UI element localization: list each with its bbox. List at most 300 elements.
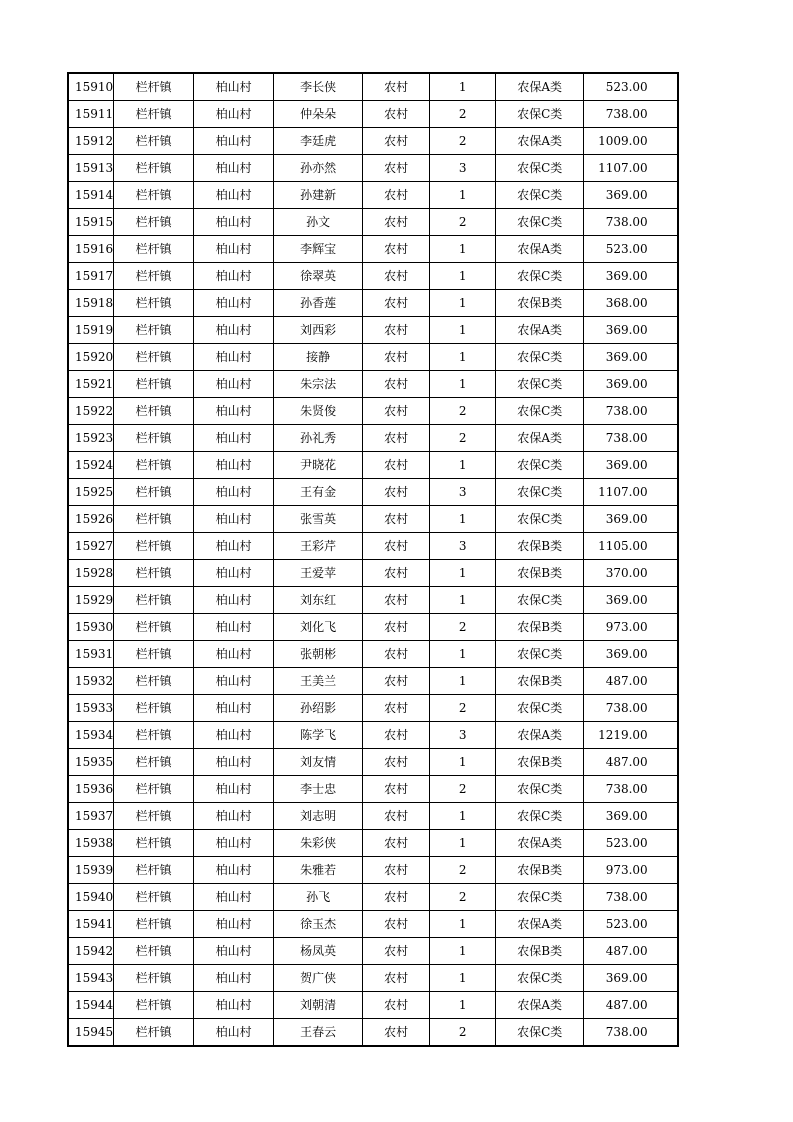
- record-id-cell: 15914: [68, 182, 114, 209]
- table-row: [68, 290, 678, 317]
- town-cell: 栏杆镇: [114, 398, 194, 425]
- village-cell: 柏山村: [194, 101, 274, 128]
- person-name-cell: 孙文: [274, 209, 363, 236]
- category-cell: 农保C类: [496, 101, 584, 128]
- town-cell: 栏杆镇: [114, 938, 194, 965]
- person-name-cell: 徐翠英: [274, 263, 363, 290]
- person-name-cell: 刘化飞: [274, 614, 363, 641]
- amount-cell: 973.00: [584, 614, 678, 641]
- residence-type-cell: 农村: [363, 479, 430, 506]
- household-count-cell: 3: [430, 722, 496, 749]
- village-cell: 柏山村: [194, 398, 274, 425]
- person-name-cell: 李廷虎: [274, 128, 363, 155]
- table-row: [68, 398, 678, 425]
- category-cell: 农保C类: [496, 803, 584, 830]
- household-count-cell: 2: [430, 398, 496, 425]
- household-count-cell: 1: [430, 290, 496, 317]
- person-name-cell: 陈学飞: [274, 722, 363, 749]
- table-row: [68, 506, 678, 533]
- town-cell: 栏杆镇: [114, 209, 194, 236]
- residence-type-cell: 农村: [363, 155, 430, 182]
- household-count-cell: 1: [430, 830, 496, 857]
- person-name-cell: 张朝彬: [274, 641, 363, 668]
- household-count-cell: 1: [430, 965, 496, 992]
- amount-cell: 369.00: [584, 317, 678, 344]
- amount-cell: 523.00: [584, 73, 678, 101]
- person-name-cell: 刘志明: [274, 803, 363, 830]
- amount-cell: 738.00: [584, 101, 678, 128]
- record-id-cell: 15924: [68, 452, 114, 479]
- person-name-cell: 王美兰: [274, 668, 363, 695]
- category-cell: 农保C类: [496, 182, 584, 209]
- person-name-cell: 王有金: [274, 479, 363, 506]
- village-cell: 柏山村: [194, 830, 274, 857]
- table-row: [68, 803, 678, 830]
- town-cell: 栏杆镇: [114, 695, 194, 722]
- person-name-cell: 孙礼秀: [274, 425, 363, 452]
- village-cell: 柏山村: [194, 128, 274, 155]
- amount-cell: 1107.00: [584, 479, 678, 506]
- residence-type-cell: 农村: [363, 533, 430, 560]
- residence-type-cell: 农村: [363, 101, 430, 128]
- village-cell: 柏山村: [194, 425, 274, 452]
- record-id-cell: 15935: [68, 749, 114, 776]
- record-id-cell: 15911: [68, 101, 114, 128]
- amount-cell: 1107.00: [584, 155, 678, 182]
- town-cell: 栏杆镇: [114, 236, 194, 263]
- roster-table: [67, 72, 679, 1047]
- household-count-cell: 2: [430, 695, 496, 722]
- town-cell: 栏杆镇: [114, 533, 194, 560]
- village-cell: 柏山村: [194, 668, 274, 695]
- town-cell: 栏杆镇: [114, 749, 194, 776]
- residence-type-cell: 农村: [363, 290, 430, 317]
- person-name-cell: 徐玉杰: [274, 911, 363, 938]
- category-cell: 农保B类: [496, 668, 584, 695]
- record-id-cell: 15937: [68, 803, 114, 830]
- residence-type-cell: 农村: [363, 236, 430, 263]
- household-count-cell: 2: [430, 776, 496, 803]
- category-cell: 农保A类: [496, 425, 584, 452]
- amount-cell: 369.00: [584, 965, 678, 992]
- person-name-cell: 刘友情: [274, 749, 363, 776]
- record-id-cell: 15944: [68, 992, 114, 1019]
- record-id-cell: 15915: [68, 209, 114, 236]
- village-cell: 柏山村: [194, 749, 274, 776]
- village-cell: 柏山村: [194, 209, 274, 236]
- amount-cell: 738.00: [584, 209, 678, 236]
- household-count-cell: 1: [430, 560, 496, 587]
- category-cell: 农保B类: [496, 560, 584, 587]
- household-count-cell: 2: [430, 857, 496, 884]
- table-row: [68, 317, 678, 344]
- residence-type-cell: 农村: [363, 209, 430, 236]
- table-row: [68, 425, 678, 452]
- town-cell: 栏杆镇: [114, 73, 194, 101]
- record-id-cell: 15928: [68, 560, 114, 587]
- category-cell: 农保A类: [496, 830, 584, 857]
- table-row: [68, 101, 678, 128]
- amount-cell: 369.00: [584, 452, 678, 479]
- table-row: [68, 236, 678, 263]
- household-count-cell: 1: [430, 749, 496, 776]
- household-count-cell: 1: [430, 992, 496, 1019]
- person-name-cell: 孙飞: [274, 884, 363, 911]
- table-row: [68, 263, 678, 290]
- household-count-cell: 1: [430, 668, 496, 695]
- town-cell: 栏杆镇: [114, 263, 194, 290]
- residence-type-cell: 农村: [363, 398, 430, 425]
- amount-cell: 738.00: [584, 695, 678, 722]
- household-count-cell: 1: [430, 803, 496, 830]
- table-row: [68, 965, 678, 992]
- amount-cell: 738.00: [584, 1019, 678, 1047]
- amount-cell: 738.00: [584, 398, 678, 425]
- table-row: [68, 1019, 678, 1047]
- residence-type-cell: 农村: [363, 749, 430, 776]
- record-id-cell: 15940: [68, 884, 114, 911]
- household-count-cell: 2: [430, 614, 496, 641]
- town-cell: 栏杆镇: [114, 128, 194, 155]
- town-cell: 栏杆镇: [114, 1019, 194, 1047]
- category-cell: 农保B类: [496, 938, 584, 965]
- village-cell: 柏山村: [194, 479, 274, 506]
- village-cell: 柏山村: [194, 182, 274, 209]
- residence-type-cell: 农村: [363, 857, 430, 884]
- town-cell: 栏杆镇: [114, 668, 194, 695]
- record-id-cell: 15927: [68, 533, 114, 560]
- residence-type-cell: 农村: [363, 641, 430, 668]
- table-row: [68, 830, 678, 857]
- person-name-cell: 刘西彩: [274, 317, 363, 344]
- person-name-cell: 孙建新: [274, 182, 363, 209]
- category-cell: 农保A类: [496, 992, 584, 1019]
- town-cell: 栏杆镇: [114, 560, 194, 587]
- town-cell: 栏杆镇: [114, 317, 194, 344]
- person-name-cell: 接静: [274, 344, 363, 371]
- village-cell: 柏山村: [194, 371, 274, 398]
- record-id-cell: 15918: [68, 290, 114, 317]
- person-name-cell: 刘朝清: [274, 992, 363, 1019]
- record-id-cell: 15936: [68, 776, 114, 803]
- household-count-cell: 2: [430, 209, 496, 236]
- category-cell: 农保C类: [496, 695, 584, 722]
- residence-type-cell: 农村: [363, 452, 430, 479]
- amount-cell: 370.00: [584, 560, 678, 587]
- table-row: [68, 73, 678, 101]
- amount-cell: 368.00: [584, 290, 678, 317]
- household-count-cell: 1: [430, 263, 496, 290]
- residence-type-cell: 农村: [363, 506, 430, 533]
- town-cell: 栏杆镇: [114, 155, 194, 182]
- household-count-cell: 3: [430, 155, 496, 182]
- record-id-cell: 15913: [68, 155, 114, 182]
- village-cell: 柏山村: [194, 155, 274, 182]
- category-cell: 农保A类: [496, 317, 584, 344]
- household-count-cell: 1: [430, 371, 496, 398]
- town-cell: 栏杆镇: [114, 290, 194, 317]
- village-cell: 柏山村: [194, 884, 274, 911]
- town-cell: 栏杆镇: [114, 776, 194, 803]
- amount-cell: 369.00: [584, 641, 678, 668]
- village-cell: 柏山村: [194, 73, 274, 101]
- village-cell: 柏山村: [194, 614, 274, 641]
- record-id-cell: 15943: [68, 965, 114, 992]
- village-cell: 柏山村: [194, 911, 274, 938]
- roster-body: [68, 73, 678, 1046]
- category-cell: 农保A类: [496, 236, 584, 263]
- record-id-cell: 15917: [68, 263, 114, 290]
- category-cell: 农保C类: [496, 452, 584, 479]
- category-cell: 农保C类: [496, 587, 584, 614]
- residence-type-cell: 农村: [363, 128, 430, 155]
- village-cell: 柏山村: [194, 317, 274, 344]
- record-id-cell: 15926: [68, 506, 114, 533]
- household-count-cell: 3: [430, 533, 496, 560]
- category-cell: 农保C类: [496, 506, 584, 533]
- village-cell: 柏山村: [194, 965, 274, 992]
- record-id-cell: 15930: [68, 614, 114, 641]
- household-count-cell: 1: [430, 236, 496, 263]
- record-id-cell: 15922: [68, 398, 114, 425]
- household-count-cell: 2: [430, 101, 496, 128]
- record-id-cell: 15939: [68, 857, 114, 884]
- record-id-cell: 15934: [68, 722, 114, 749]
- town-cell: 栏杆镇: [114, 587, 194, 614]
- category-cell: 农保C类: [496, 641, 584, 668]
- town-cell: 栏杆镇: [114, 722, 194, 749]
- village-cell: 柏山村: [194, 857, 274, 884]
- residence-type-cell: 农村: [363, 73, 430, 101]
- household-count-cell: 1: [430, 911, 496, 938]
- residence-type-cell: 农村: [363, 371, 430, 398]
- category-cell: 农保A类: [496, 128, 584, 155]
- village-cell: 柏山村: [194, 992, 274, 1019]
- household-count-cell: 2: [430, 425, 496, 452]
- table-row: [68, 884, 678, 911]
- table-row: [68, 182, 678, 209]
- town-cell: 栏杆镇: [114, 371, 194, 398]
- residence-type-cell: 农村: [363, 776, 430, 803]
- residence-type-cell: 农村: [363, 722, 430, 749]
- residence-type-cell: 农村: [363, 695, 430, 722]
- record-id-cell: 15929: [68, 587, 114, 614]
- table-row: [68, 128, 678, 155]
- person-name-cell: 孙亦然: [274, 155, 363, 182]
- table-row: [68, 533, 678, 560]
- category-cell: 农保B类: [496, 749, 584, 776]
- record-id-cell: 15941: [68, 911, 114, 938]
- record-id-cell: 15910: [68, 73, 114, 101]
- record-id-cell: 15921: [68, 371, 114, 398]
- table-row: [68, 479, 678, 506]
- village-cell: 柏山村: [194, 506, 274, 533]
- village-cell: 柏山村: [194, 938, 274, 965]
- person-name-cell: 张雪英: [274, 506, 363, 533]
- town-cell: 栏杆镇: [114, 803, 194, 830]
- residence-type-cell: 农村: [363, 884, 430, 911]
- village-cell: 柏山村: [194, 641, 274, 668]
- category-cell: 农保B类: [496, 857, 584, 884]
- category-cell: 农保C类: [496, 884, 584, 911]
- category-cell: 农保C类: [496, 479, 584, 506]
- table-row: [68, 776, 678, 803]
- amount-cell: 369.00: [584, 371, 678, 398]
- amount-cell: 487.00: [584, 668, 678, 695]
- amount-cell: 369.00: [584, 182, 678, 209]
- table-row: [68, 587, 678, 614]
- town-cell: 栏杆镇: [114, 641, 194, 668]
- town-cell: 栏杆镇: [114, 614, 194, 641]
- category-cell: 农保C类: [496, 1019, 584, 1047]
- amount-cell: 738.00: [584, 776, 678, 803]
- person-name-cell: 朱贤俊: [274, 398, 363, 425]
- amount-cell: 369.00: [584, 803, 678, 830]
- amount-cell: 369.00: [584, 587, 678, 614]
- category-cell: 农保B类: [496, 614, 584, 641]
- town-cell: 栏杆镇: [114, 452, 194, 479]
- village-cell: 柏山村: [194, 1019, 274, 1047]
- town-cell: 栏杆镇: [114, 182, 194, 209]
- town-cell: 栏杆镇: [114, 965, 194, 992]
- person-name-cell: 尹晓花: [274, 452, 363, 479]
- household-count-cell: 1: [430, 641, 496, 668]
- residence-type-cell: 农村: [363, 965, 430, 992]
- table-row: [68, 749, 678, 776]
- record-id-cell: 15916: [68, 236, 114, 263]
- residence-type-cell: 农村: [363, 668, 430, 695]
- village-cell: 柏山村: [194, 290, 274, 317]
- residence-type-cell: 农村: [363, 992, 430, 1019]
- record-id-cell: 15938: [68, 830, 114, 857]
- amount-cell: 738.00: [584, 884, 678, 911]
- town-cell: 栏杆镇: [114, 830, 194, 857]
- table-row: [68, 209, 678, 236]
- person-name-cell: 李长侠: [274, 73, 363, 101]
- household-count-cell: 1: [430, 938, 496, 965]
- residence-type-cell: 农村: [363, 560, 430, 587]
- household-count-cell: 2: [430, 128, 496, 155]
- person-name-cell: 贺广侠: [274, 965, 363, 992]
- record-id-cell: 15920: [68, 344, 114, 371]
- amount-cell: 369.00: [584, 506, 678, 533]
- amount-cell: 487.00: [584, 938, 678, 965]
- amount-cell: 1105.00: [584, 533, 678, 560]
- category-cell: 农保C类: [496, 776, 584, 803]
- amount-cell: 369.00: [584, 344, 678, 371]
- record-id-cell: 15923: [68, 425, 114, 452]
- amount-cell: 1009.00: [584, 128, 678, 155]
- table-row: [68, 371, 678, 398]
- amount-cell: 523.00: [584, 911, 678, 938]
- person-name-cell: 孙香莲: [274, 290, 363, 317]
- town-cell: 栏杆镇: [114, 992, 194, 1019]
- record-id-cell: 15925: [68, 479, 114, 506]
- amount-cell: 369.00: [584, 263, 678, 290]
- record-id-cell: 15932: [68, 668, 114, 695]
- table-row: [68, 911, 678, 938]
- person-name-cell: 朱雅若: [274, 857, 363, 884]
- amount-cell: 487.00: [584, 749, 678, 776]
- town-cell: 栏杆镇: [114, 425, 194, 452]
- village-cell: 柏山村: [194, 263, 274, 290]
- category-cell: 农保C类: [496, 263, 584, 290]
- table-row: [68, 614, 678, 641]
- town-cell: 栏杆镇: [114, 857, 194, 884]
- record-id-cell: 15912: [68, 128, 114, 155]
- town-cell: 栏杆镇: [114, 884, 194, 911]
- person-name-cell: 朱宗法: [274, 371, 363, 398]
- residence-type-cell: 农村: [363, 317, 430, 344]
- residence-type-cell: 农村: [363, 587, 430, 614]
- amount-cell: 973.00: [584, 857, 678, 884]
- village-cell: 柏山村: [194, 236, 274, 263]
- person-name-cell: 王春云: [274, 1019, 363, 1047]
- village-cell: 柏山村: [194, 560, 274, 587]
- household-count-cell: 1: [430, 506, 496, 533]
- category-cell: 农保A类: [496, 911, 584, 938]
- category-cell: 农保A类: [496, 722, 584, 749]
- town-cell: 栏杆镇: [114, 344, 194, 371]
- category-cell: 农保C类: [496, 371, 584, 398]
- table-row: [68, 938, 678, 965]
- person-name-cell: 王爱苹: [274, 560, 363, 587]
- person-name-cell: 杨凤英: [274, 938, 363, 965]
- table-row: [68, 452, 678, 479]
- household-count-cell: 1: [430, 73, 496, 101]
- table-row: [68, 857, 678, 884]
- village-cell: 柏山村: [194, 587, 274, 614]
- town-cell: 栏杆镇: [114, 911, 194, 938]
- village-cell: 柏山村: [194, 533, 274, 560]
- residence-type-cell: 农村: [363, 911, 430, 938]
- residence-type-cell: 农村: [363, 182, 430, 209]
- amount-cell: 523.00: [584, 236, 678, 263]
- person-name-cell: 刘东红: [274, 587, 363, 614]
- residence-type-cell: 农村: [363, 803, 430, 830]
- town-cell: 栏杆镇: [114, 506, 194, 533]
- category-cell: 农保A类: [496, 73, 584, 101]
- table-row: [68, 668, 678, 695]
- table-row: [68, 344, 678, 371]
- table-row: [68, 722, 678, 749]
- village-cell: 柏山村: [194, 344, 274, 371]
- table-row: [68, 560, 678, 587]
- residence-type-cell: 农村: [363, 425, 430, 452]
- category-cell: 农保C类: [496, 398, 584, 425]
- record-id-cell: 15942: [68, 938, 114, 965]
- category-cell: 农保B类: [496, 290, 584, 317]
- category-cell: 农保C类: [496, 155, 584, 182]
- household-count-cell: 1: [430, 452, 496, 479]
- household-count-cell: 1: [430, 317, 496, 344]
- person-name-cell: 李辉宝: [274, 236, 363, 263]
- record-id-cell: 15931: [68, 641, 114, 668]
- household-count-cell: 3: [430, 479, 496, 506]
- household-count-cell: 1: [430, 182, 496, 209]
- record-id-cell: 15945: [68, 1019, 114, 1047]
- person-name-cell: 李士忠: [274, 776, 363, 803]
- amount-cell: 738.00: [584, 425, 678, 452]
- amount-cell: 1219.00: [584, 722, 678, 749]
- household-count-cell: 2: [430, 1019, 496, 1047]
- person-name-cell: 朱彩侠: [274, 830, 363, 857]
- category-cell: 农保B类: [496, 533, 584, 560]
- residence-type-cell: 农村: [363, 263, 430, 290]
- amount-cell: 523.00: [584, 830, 678, 857]
- village-cell: 柏山村: [194, 776, 274, 803]
- table-row: [68, 992, 678, 1019]
